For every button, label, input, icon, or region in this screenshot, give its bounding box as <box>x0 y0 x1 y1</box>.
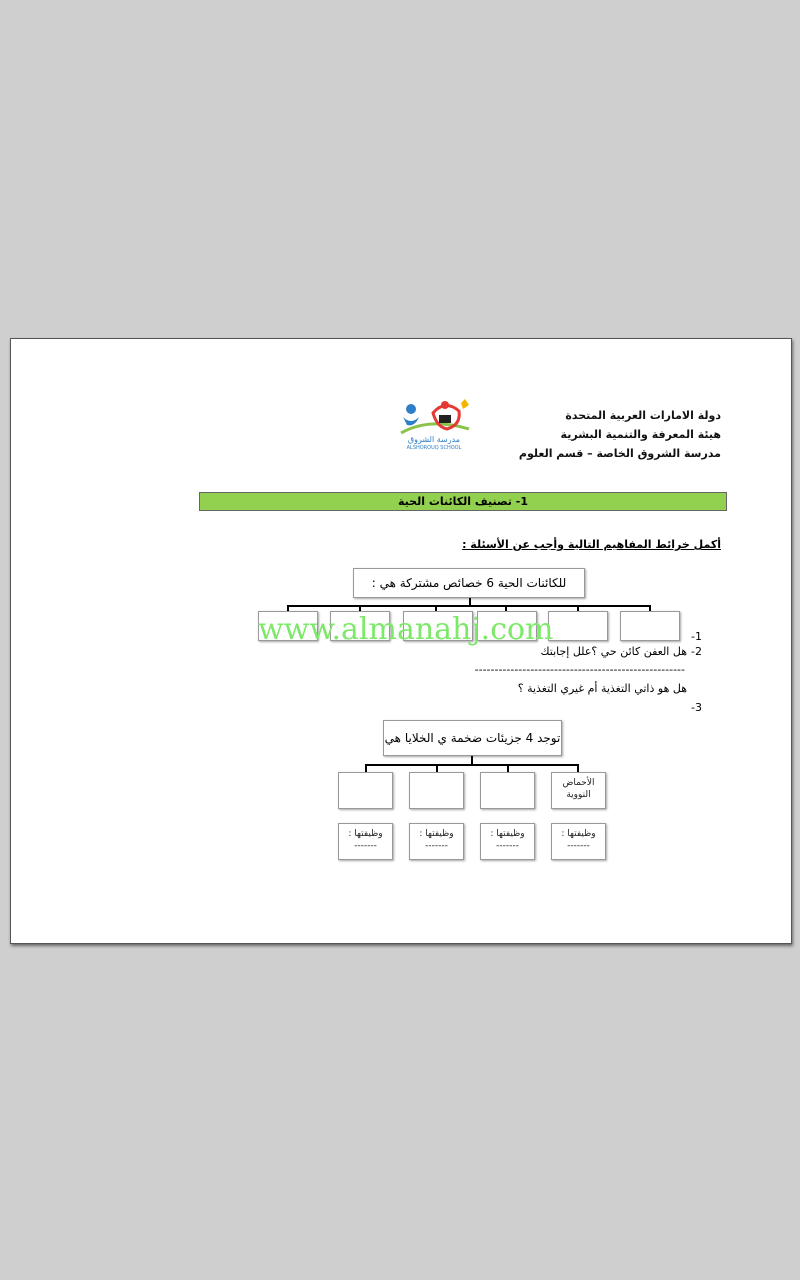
map2-drop <box>507 764 509 772</box>
map2-child-box-nucleic-acids: الأحماض النووية <box>551 772 606 809</box>
map1-child-box[interactable] <box>548 611 608 641</box>
header-country: دولة الامارات العربية المتحدة <box>565 409 721 422</box>
svg-text:مدرسة الشروق: مدرسة الشروق <box>407 435 461 444</box>
map2-function-box[interactable] <box>409 823 464 860</box>
question-2b-text: هل هو ذاتي التغذية أم غيري التغذية ؟ <box>517 682 687 695</box>
question-2-text: هل العفن كائن حي ؟علل إجابتك <box>540 645 687 658</box>
map1-branch-line <box>287 605 651 607</box>
map2-drop <box>436 764 438 772</box>
header-authority: هيئة المعرفة والتنمية البشرية <box>560 428 721 441</box>
map2-drop <box>577 764 579 772</box>
map2-root-box: توجد 4 جزيئات ضخمة ي الخلايا هي <box>383 720 562 756</box>
function-label: وظيفتها : <box>561 829 596 839</box>
function-label: وظيفتها : <box>490 829 525 839</box>
instruction-text: أكمل خرائط المفاهيم التالية وأجب عن الأسئلة : <box>462 538 721 551</box>
function-dashes: ------- <box>567 841 590 851</box>
function-dashes: ------- <box>496 841 519 851</box>
watermark: www.almanahj.com <box>258 612 554 647</box>
map2-function-box[interactable] <box>551 823 606 860</box>
svg-text:ALSHOROUQ SCHOOL: ALSHOROUQ SCHOOL <box>406 445 462 451</box>
map2-child-box[interactable] <box>338 772 393 809</box>
map2-drop <box>365 764 367 772</box>
map2-function-box[interactable] <box>338 823 393 860</box>
answer-line: ----------------------------------------------------- <box>474 663 685 676</box>
function-dashes: ------- <box>354 841 377 851</box>
map2-child-box[interactable] <box>409 772 464 809</box>
map1-root-box: للكائنات الحية 6 خصائص مشتركة هي : <box>353 568 585 598</box>
question-number-2: -2 <box>691 645 702 658</box>
map2-child-box[interactable] <box>480 772 535 809</box>
function-label: وظيفتها : <box>419 829 454 839</box>
school-logo <box>389 395 479 451</box>
map2-function-box[interactable] <box>480 823 535 860</box>
question-number-1: -1 <box>691 630 702 643</box>
map1-child-box[interactable] <box>620 611 680 641</box>
header-school: مدرسة الشروق الخاصة – قسم العلوم <box>518 447 721 460</box>
function-dashes: ------- <box>425 841 448 851</box>
section-banner: 1- تصنيف الكائنات الحية <box>199 492 727 511</box>
document-page <box>10 338 792 944</box>
function-label: وظيفتها : <box>348 829 383 839</box>
map2-branch-line <box>365 764 579 766</box>
question-number-3: -3 <box>691 701 702 714</box>
